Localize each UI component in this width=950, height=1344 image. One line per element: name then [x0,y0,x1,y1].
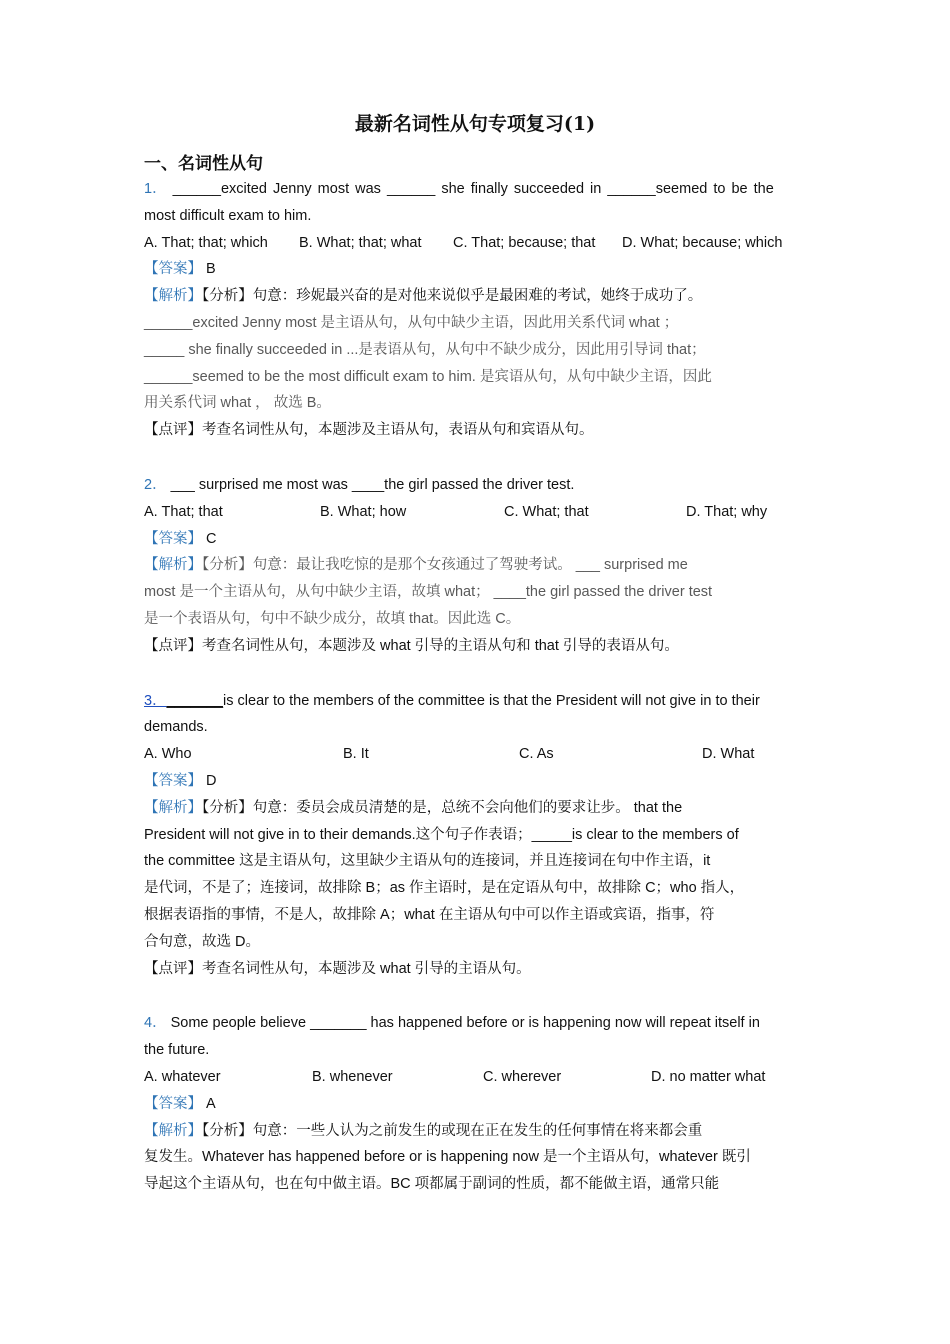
answer-tag: 【答案】 [144,530,202,547]
answer-value: B [206,261,216,278]
analysis-line: 根据表语指的事情，不是人，故排除 A；what 在主语从句中可以作主语或宾语，指事，符 [144,906,715,923]
answer-line [144,1091,806,1118]
analysis-line: 【解析】【分析】句意：珍妮最兴奋的是对他来说似乎是最困难的考试，她终于成功了。 [144,288,703,305]
analysis-line: 用关系代词 what ， 故选 B。 [144,395,331,412]
option-d: D. That; why [686,503,768,520]
answer-value: A [206,1095,216,1112]
question-stem-cont: the future. [144,1042,210,1059]
analysis-line: 【解析】【分析】句意：委员会成员清楚的是，总统不会向他们的要求让步。 that the [144,799,683,816]
question-3 [144,688,806,983]
question-stem: 1． ______excited Jenny most was ______ she finally succeeded in ______seemed to be the [144,181,774,197]
option-b: B. What; how [320,503,407,520]
analysis-tag: 【解析】 [144,288,202,305]
analysis-line: President will not give in to their demands.这个句子作表语；_____is clear to the members of [144,826,739,843]
analysis-tag: 【解析】 [144,799,202,816]
option-b: B. What; that; what [299,234,422,251]
option-a: A. Who [144,746,192,763]
option-b: B. whenever [312,1068,393,1085]
options-row [144,741,806,768]
option-c: C. What; that [504,503,589,520]
option-d: D. What; because; which [622,234,783,251]
analysis-line: the committee 这是主语从句，这里缺少主语从句的连接词，并且连接词在句中作主语，it [144,853,711,870]
question-2 [144,472,806,660]
question-stem: 2． ___ surprised me most was ____the girl passed the driver test. [144,476,575,493]
question-4 [144,1010,806,1198]
analysis-line: _____ she finally succeeded in ...是表语从句，从句中不缺少成分，因此用引导词 that； [144,341,706,358]
answer-value: C [206,530,217,547]
question-number: 2． [144,476,167,493]
answer-value: D [206,772,217,789]
analysis-line: 【解析】【分析】句意：一些人认为之前发生的或现在正在发生的任何事情在将来都会重 [144,1122,703,1139]
comment-line: 【点评】考查名词性从句，本题涉及 what 引导的主语从句和 that 引导的表语从句。 [144,637,679,654]
analysis-line: ______seemed to be the most difficult exam to him. 是宾语从句，从句中缺少主语，因此 [144,368,712,385]
options-row [144,230,806,257]
analysis-line: ______excited Jenny most 是主语从句，从句中缺少主语，因此用关系代词 what ； [144,314,679,331]
question-1 [144,176,806,444]
option-a: A. whatever [144,1068,221,1085]
answer-line [144,526,806,553]
analysis-line: 合句意，故选 D。 [144,933,260,950]
question-stem-cont: demands. [144,719,208,736]
analysis-tag: 【解析】 [144,1122,202,1139]
option-a: A. That; that [144,503,223,520]
analysis-line: 导起这个主语从句，也在句中做主语。BC 项都属于副词的性质，都不能做主语，通常只能 [144,1176,720,1193]
option-c: C. That; because; that [453,234,596,251]
option-b: B. It [343,746,369,763]
options-row [144,499,806,526]
option-d: D. What [702,746,755,763]
analysis-line: 【解析】【分析】句意：最让我吃惊的是那个女孩通过了驾驶考试。 ___ surprised me [144,557,688,574]
document-page [144,110,806,1198]
answer-line [144,768,806,795]
question-stem: 4． Some people believe _______ has happened before or is happening now will repeat itself in [144,1015,760,1032]
option-c: C. As [519,746,554,763]
section-heading: 一、名词性从句 [144,154,263,174]
question-stem: 3．_______is clear to the members of the committee is that the President will not give in to their [144,692,760,709]
options-row [144,1064,806,1091]
comment-line: 【点评】考查名词性从句，本题涉及主语从句，表语从句和宾语从句。 [144,422,594,439]
answer-tag: 【答案】 [144,772,202,789]
comment-line: 【点评】考查名词性从句，本题涉及 what 引导的主语从句。 [144,960,531,977]
blank: _______ [166,692,224,709]
question-stem-cont: most difficult exam to him. [144,207,312,224]
analysis-line: 是代词，不是了；连接词，故排除 B；as 作主语时，是在定语从句中，故排除 C；who 指人， [144,880,745,897]
analysis-line: 复发生。Whatever has happened before or is happening now 是一个主语从句，whatever 既引 [144,1149,751,1166]
answer-tag: 【答案】 [144,261,202,278]
question-number: 4． [144,1015,167,1032]
question-number-link[interactable]: 3． [144,692,167,709]
option-c: C. wherever [483,1068,562,1085]
question-number: 1． [144,181,167,197]
answer-line [144,256,806,283]
analysis-line: 是一个表语从句，句中不缺少成分，故填 that。因此选 C。 [144,610,521,627]
answer-tag: 【答案】 [144,1095,202,1112]
analysis-line: most 是一个主语从句，从句中缺少主语，故填 what； ____the girl passed the driver test [144,584,713,601]
page-title: 最新名词性从句专项复习(1) [354,113,596,135]
option-d: D. no matter what [651,1068,766,1085]
option-a: A. That; that; which [144,234,268,251]
analysis-tag: 【解析】 [144,557,202,574]
